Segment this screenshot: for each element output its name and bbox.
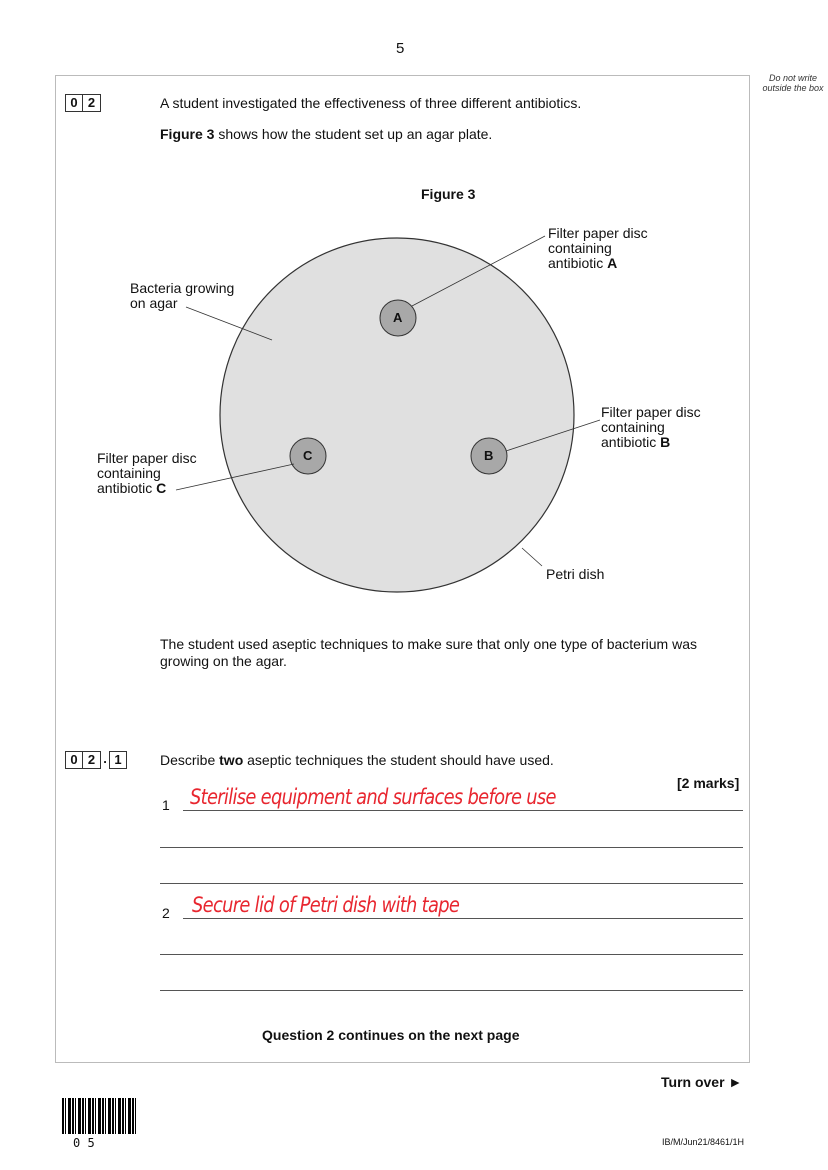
disc-c-label: C <box>303 448 313 463</box>
figure-ref-text: shows how the student set up an agar plate. <box>214 126 493 142</box>
answer-line <box>160 847 743 848</box>
answer-line <box>160 990 743 991</box>
label-antibiotic-c <box>97 451 197 496</box>
figure-title: Figure 3 <box>421 186 476 202</box>
question-number-021 <box>65 751 127 769</box>
q-bold: two <box>219 752 244 768</box>
turn-over: Turn over ► <box>661 1074 743 1090</box>
label-antibiotic-a <box>548 226 648 271</box>
label-petri-dish: Petri dish <box>546 566 605 582</box>
digit: 1 <box>109 751 127 769</box>
barcode-number: 0 5 <box>73 1136 95 1150</box>
label-line: antibiotic <box>97 480 157 496</box>
answer-2-handwriting[interactable]: Secure lid of Petri dish with tape <box>192 893 460 917</box>
disc-b-label: B <box>484 448 494 463</box>
label-line: Filter paper disc <box>548 225 648 241</box>
q-text: Describe <box>160 752 220 768</box>
answer-number-1: 1 <box>162 797 170 813</box>
figure-ref-bold: Figure 3 <box>160 126 215 142</box>
digit: 2 <box>83 94 101 112</box>
answer-line <box>160 954 743 955</box>
dot: . <box>103 751 107 766</box>
answer-number-2: 2 <box>162 905 170 921</box>
label-line: antibiotic <box>548 255 608 271</box>
continues-note: Question 2 continues on the next page <box>262 1027 520 1043</box>
petri-dish <box>220 238 574 592</box>
label-bold: A <box>607 255 618 271</box>
paper-code: IB/M/Jun21/8461/1H <box>662 1137 745 1147</box>
label-line: Filter paper disc <box>97 450 197 466</box>
label-line: on agar <box>130 295 178 311</box>
label-antibiotic-b <box>601 405 701 450</box>
label-line: containing <box>548 240 612 256</box>
question-intro: A student investigated the effectiveness of three different antibiotics. <box>160 95 582 111</box>
question-text <box>160 752 554 768</box>
q-text: aseptic techniques the student should have used. <box>243 752 554 768</box>
label-line: containing <box>601 419 665 435</box>
digit: 2 <box>83 751 101 769</box>
context-text: The student used aseptic techniques to make sure that only one type of bacterium was growing on the agar. <box>160 636 697 669</box>
margin-note: Do not write outside the box <box>762 73 824 93</box>
digit: 0 <box>65 94 83 112</box>
barcode <box>62 1098 136 1134</box>
label-bold: B <box>660 434 671 450</box>
label-bold: C <box>156 480 167 496</box>
answer-line <box>183 810 743 811</box>
label-line: Filter paper disc <box>601 404 701 420</box>
label-line: Bacteria growing <box>130 280 235 296</box>
leader-dish <box>522 548 542 566</box>
answer-1-handwriting[interactable]: Sterilise equipment and surfaces before use <box>190 785 556 809</box>
disc-a-label: A <box>393 310 403 325</box>
answer-line <box>183 918 743 919</box>
label-line: antibiotic <box>601 434 661 450</box>
answer-line <box>160 883 743 884</box>
page-number: 5 <box>396 40 405 57</box>
label-line: containing <box>97 465 161 481</box>
marks: [2 marks] <box>677 775 740 791</box>
digit: 0 <box>65 751 83 769</box>
label-bacteria <box>130 281 234 311</box>
